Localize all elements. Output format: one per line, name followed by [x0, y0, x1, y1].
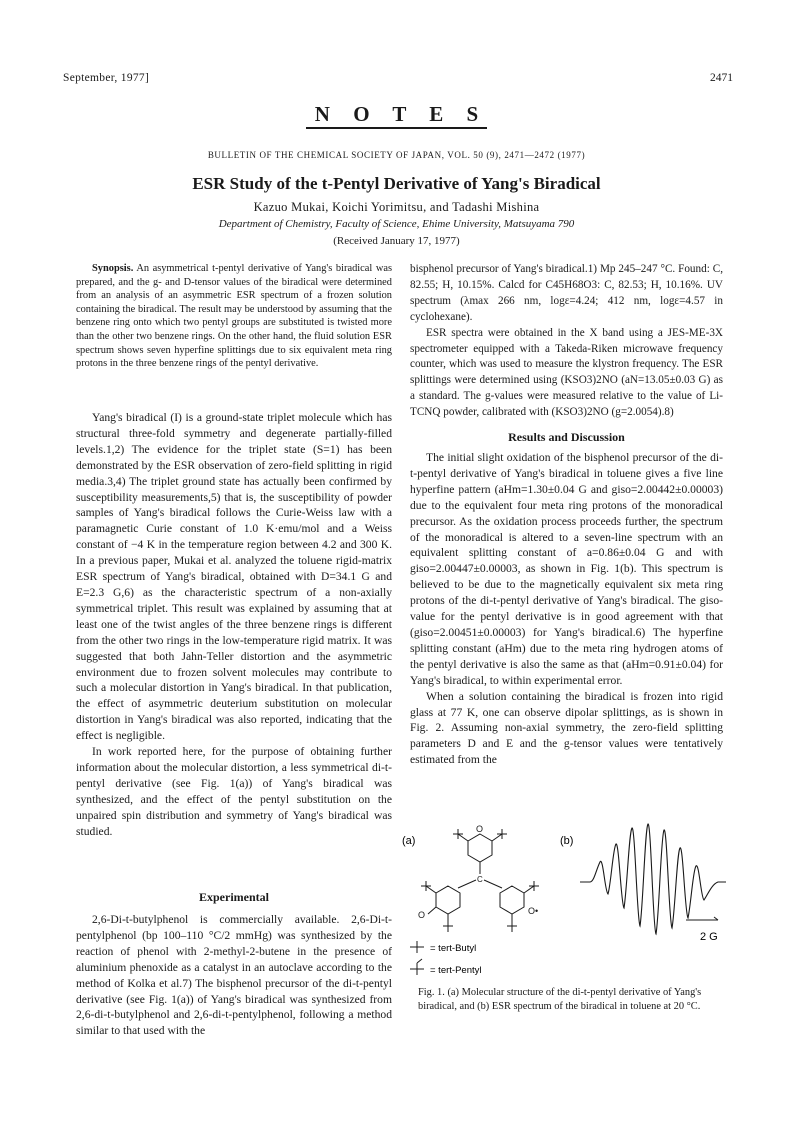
figure-1: [400, 822, 730, 992]
results-paragraph-1: The initial slight oxidation of the bisphenol precursor of the di-t-pentyl derivative of Yang's biradical in toluene gives a five line hyperfine pattern (aHm=1.30±0.04 G and giso=2.00442±0.00003) due to the equivalent four meta ring protons of the monoradical precursor. As the oxidation process proceeds further, the spectrum of the monoradical is altered to a seven-line spectrum with an equivalent splitting constant of a=0.86±0.04 G and with giso=2.00447±0.00003, as shown in Fig. 1(b). This spectrum is believed to be due to the magnetically equivalent six meta ring protons of the di-t-pentyl derivative of Yang's biradical. The giso-value for the pentyl derivative is in good agreement with that (giso=2.00451±0.00003) for Yang's biradical.6) The hyperfine splitting constant (aHm) due to the meta ring hydrogen atoms of the pentyl derivative is also the same as that (aHm=0.91±0.04) for Yang's biradical, to within experimental error.: [410, 451, 723, 687]
svg-text:O•: O•: [528, 906, 539, 916]
synopsis: [76, 262, 392, 371]
svg-text:O: O: [476, 824, 484, 834]
experimental-section: [76, 912, 392, 1039]
intro-section: [76, 410, 392, 839]
intro-paragraph-2: In work reported here, for the purpose of obtaining further information about the molecular distortion, a less symmetrical di-t-pentyl derivative (see Fig. 1(a)) of Yang's biradical was synthesized, and the effect of the pentyl substitution on the unpaired spin distribution and symmetry of Yang's biradical was studied.: [76, 745, 392, 838]
figure-label-a: (a): [402, 835, 416, 847]
esr-methods-paragraph: ESR spectra were obtained in the X band using a JES-ME-3X spectrometer equipped with a Takeda-Riken microwave frequency counter, which was used to measure the klystron frequency. The ESR splittings were determined using (KSO3)2NO (aN=13.05±0.03 G) as a standard. The g-values were measured relative to the value of Li-TCNQ powder, calibrated with (KSO3)2NO (g=2.0054).8): [410, 326, 723, 419]
results-heading: Results and Discussion: [508, 430, 625, 444]
scale-bar: [686, 917, 718, 920]
svg-text:O: O: [418, 910, 426, 920]
synopsis-label: Synopsis.: [92, 263, 134, 274]
page-number: 2471: [710, 72, 733, 84]
figure-caption-block: [418, 986, 726, 1013]
legend-pentyl-symbol: [410, 959, 424, 975]
figure-1-graphic: [400, 822, 730, 992]
experimental-heading: Experimental: [199, 890, 269, 904]
affiliation: Department of Chemistry, Faculty of Science, Ehime University, Matsuyama 790: [218, 218, 575, 230]
figure-caption: Fig. 1. (a) Molecular structure of the di-t-pentyl derivative of Yang's biradical, and (b) ESR spectrum of the biradical in toluene at 20 °C.: [418, 987, 702, 1012]
author-list: Kazuo Mukai, Koichi Yorimitsu, and Tadashi Mishina: [253, 200, 540, 214]
results-section: [410, 450, 723, 768]
synopsis-text: An asymmetrical t-pentyl derivative of Yang's biradical was prepared, and the g- and D-tensor values of the biradical were determined from an analysis of an asymmetric ESR spectrum of a frozen solution containing the biradical. The result may be understood by assuming that the benzene ring onto which two pentyl groups are substituted is twisted more than the other two benzene rings. On the other hand, the fluid solution ESR spectrum shows seven hyperfine splittings due to six equivalent meta ring protons in the three benzene rings of the pentyl derivative.: [76, 263, 392, 370]
section-label-text: N O T E S: [306, 102, 487, 129]
legend-butyl: = tert-Butyl: [430, 943, 477, 954]
molecule-structure: [418, 824, 539, 932]
legend-butyl-symbol: [410, 941, 424, 953]
results-paragraph-2: When a solution containing the biradical is frozen into rigid glass at 77 K, one can observe dipolar splittings, as is shown in Fig. 2. Assuming non-axial symmetry, the zero-field splitting parameters D and E and the g-tensor values were tentatively estimated from the: [410, 689, 723, 767]
received-date: (Received January 17, 1977): [333, 235, 460, 247]
characterization-paragraph: bisphenol precursor of Yang's biradical.1) Mp 245–247 °C. Found: C, 82.55; H, 10.15%. Calcd for C45H68O3: C, 82.53; H, 10.16%. UV spectrum (λmax 266 nm, logε=4.24; 412 nm, logε=4.57 in cyclohexane).: [410, 263, 723, 323]
article-title: ESR Study of the t-Pentyl Derivative of Yang's Biradical: [192, 174, 601, 193]
figure-label-b: (b): [560, 835, 574, 847]
legend-pentyl: = tert-Pentyl: [430, 965, 482, 976]
section-label: [0, 102, 793, 127]
experimental-paragraph: 2,6-Di-t-butylphenol is commercially available. 2,6-Di-t-pentylphenol (bp 100–110 °C/2 mmHg) was synthesized by the reaction of phenol with 2-methyl-2-butene in the presence of aluminium phenoxide as a catalyst in an autoclave according to the method of Kolka et al.7) The bisphenol precursor of the di-t-pentyl derivative (see Fig. 1(a)) of Yang's biradical was synthesized from 2,6-di-t-butylphenol and 2,6-di-t-pentylphenol, following a method similar to that used with the: [76, 913, 392, 1038]
journal-citation: BULLETIN OF THE CHEMICAL SOCIETY OF JAPAN, VOL. 50 (9), 2471—2472 (1977): [207, 150, 586, 160]
esr-spectrum-trace: [580, 824, 726, 934]
right-top-text: [410, 262, 723, 421]
scale-label: 2 G: [700, 931, 718, 943]
svg-text:C: C: [477, 875, 483, 884]
running-header-date: September, 1977]: [63, 72, 150, 84]
synopsis-paragraph: [76, 262, 392, 371]
intro-paragraph-1: Yang's biradical (I) is a ground-state triplet molecule which has structural three-fold symmetry and degenerate partially-filled levels.1,2) The evidence for the triplet state (S=1) has been demonstrated by the ESR observation of zero-field splitting in rigid media.3,4) The triplet ground state has actually been confirmed by susceptibility measurements,5) that is, the susceptibility of powder samples of Yang's biradical follows the Curie-Weiss law with a paramagnetic Curie constant of 1.0 K·emu/mol and a Weiss constant of −4 K in the temperature region between 4.2 and 300 K. In a previous paper, Mukai et al. analyzed the toluene rigid-matrix ESR spectrum of Yang's biradical, obtained with D=34.1 G and E=2.3 G,6) as the characteristic spectrum of a non-axially symmetrical triplet. This result was explained by assuming that at least one of the twist angles of the three benzene rings is different from the other two rings in the low-temperature rigid matrix. It was suggested that both Jahn-Teller distortion and the asymmetric environment due to frozen solvent molecules may contribute to such a molecular distortion in Yang's biradical. In that publication, the effect of asymmetric deuterium substitution on molecular distortion in Yang's biradical was also reported, indicating that the effect is negligible.: [76, 411, 392, 743]
